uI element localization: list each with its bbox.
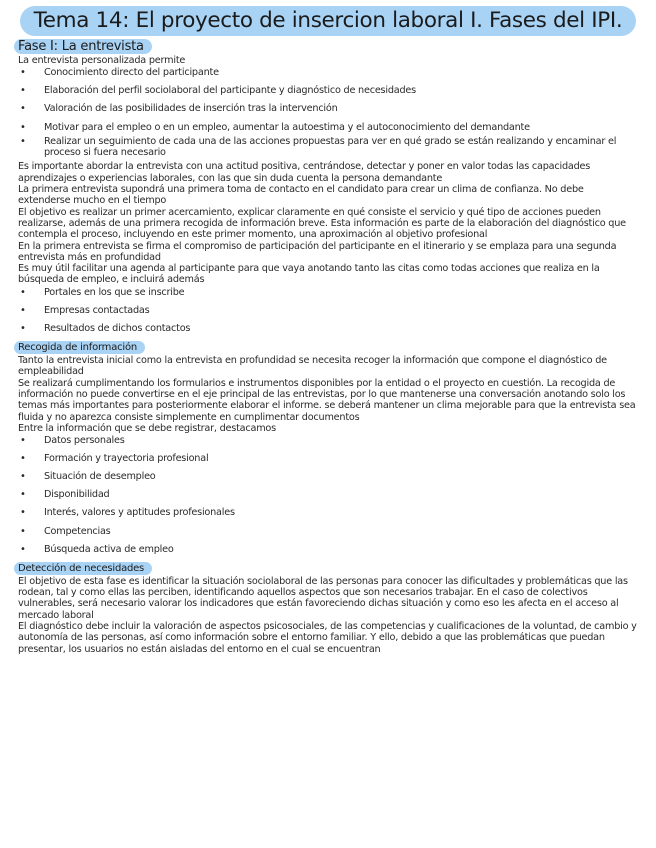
list-item: • Interés, valores y aptitudes profesionales: [18, 507, 638, 518]
paragraph: Tanto la entrevista inicial como la entrevista en profundidad se necesita recoger la información que compone el diagnóstico de empleabilidad: [18, 355, 607, 378]
paragraph: El objetivo de esta fase es identificar la situación sociolaboral de las personas para conocer las dificultades y problemáticas que las rodean, tal y como ellas las perciben, identificando aquellos aspectos que son necesarios trabajar. En el caso de colectivos vulnerables, será necesario valorar los indicadores que están favoreciendo dichas situación y como eso les afecta en el acceso al mercado laboral: [18, 575, 628, 621]
list-item: • Realizar un seguimiento de cada una de las acciones propuestas para ver en qué grado se están realizando y encaminar el proceso si fuera necesario: [18, 136, 638, 159]
paragraph: Se realizará cumplimentando los formularios e instrumentos disponibles por la entidad o el proyecto en cuestión. La recogida de información no puede convertirse en el eje principal de las entrevistas, por lo que mantenerse una conversación anotando solo los temas más importantes para posteriormente elaborar el informe. se deberá mantener un clima mejorable para que la entrevista sea fluida y no aparezca consiste simplemente en cumplimentar documentos: [18, 377, 636, 423]
section-heading-deteccion: Detección de necesidades: [14, 562, 152, 575]
section-heading-recogida: Recogida de información: [14, 341, 145, 354]
list-item: • Empresas contactadas: [18, 305, 638, 316]
document-title: Tema 14: El proyecto de insercion laboral I. Fases del IPI.: [20, 6, 637, 36]
list-item: • Conocimiento directo del participante: [18, 67, 638, 78]
paragraph: Es importante abordar la entrevista con una actitud positiva, centrándose, detectar y poner en valor todas las capacidades aprendizajes o experiencias laborales, con las que sin duda cuenta la persona demandante: [18, 161, 591, 184]
bullet-list: [18, 435, 638, 555]
section-heading-fase-1: Fase I: La entrevista: [14, 39, 152, 54]
paragraph: El diagnóstico debe incluir la valoración de aspectos psicosociales, de las competencias y cualificaciones de la voluntad, de cambio y autonomía de las personas, así como información sobre el entorno familiar. Y ello, debido a que las problemáticas que puedan presentar, los usuarios no están aisladas del entorno en el cual se encuentran: [18, 620, 637, 655]
document-body: [18, 39, 638, 655]
list-item: • Disponibilidad: [18, 489, 638, 500]
list-item: • Formación y trayectoria profesional: [18, 453, 638, 464]
list-item: • Portales en los que se inscribe: [18, 287, 638, 298]
list-item: • Valoración de las posibilidades de inserción tras la intervención: [18, 103, 638, 114]
paragraph: La entrevista personalizada permite: [18, 55, 186, 66]
paragraph: Entre la información que se debe registrar, destacamos: [18, 422, 276, 434]
list-item: • Elaboración del perfil sociolaboral del participante y diagnóstico de necesidades: [18, 85, 638, 96]
bullet-list: [18, 287, 638, 334]
list-item: • Situación de desempleo: [18, 471, 638, 482]
paragraph: Es muy útil facilitar una agenda al participante para que vaya anotando tanto las citas como todas acciones que realiza en la búsqueda de empleo, e incluirá además: [18, 263, 600, 286]
title-bar: [18, 0, 638, 38]
paragraph: La primera entrevista supondrá una primera toma de contacto en el candidato para crear un clima de confianza. No debe extenderse mucho en el tiempo: [18, 184, 584, 207]
bullet-list: [18, 67, 638, 158]
list-item: • Motivar para el empleo o en un empleo, aumentar la autoestima y el autoconocimiento del demandante: [18, 122, 638, 133]
paragraph: El objetivo es realizar un primer acercamiento, explicar claramente en qué consiste el servicio y qué tipo de acciones pueden realizarse, además de una primera recogida de información breve. Esta información es parte de la elaboración del diagnóstico que contempla el proceso, incluyendo en este primer momento, una aproximación al objetivo profesional: [18, 206, 626, 241]
paragraph: En la primera entrevista se firma el compromiso de participación del participante en el itinerario y se emplaza para una segunda entrevista más en profundidad: [18, 240, 617, 263]
list-item: • Competencias: [18, 526, 638, 537]
list-item: • Búsqueda activa de empleo: [18, 544, 638, 555]
list-item: • Datos personales: [18, 435, 638, 446]
list-item: • Resultados de dichos contactos: [18, 323, 638, 334]
